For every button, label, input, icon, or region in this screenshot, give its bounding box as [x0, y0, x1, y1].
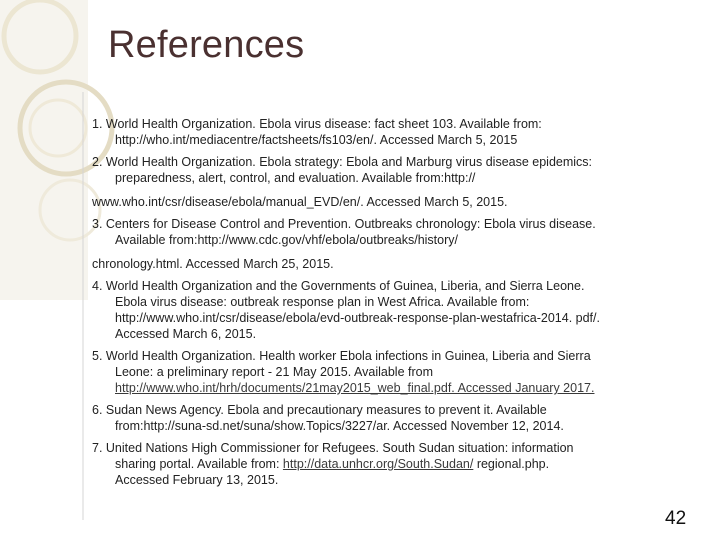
reference-line: Available from:http://www.cdc.gov/vhf/ebola/outbreaks/history/: [115, 233, 458, 247]
reference-line: 3. Centers for Disease Control and Prevention. Outbreaks chronology: Ebola virus disease.: [92, 217, 596, 231]
reference-line: Leone: a preliminary report - 21 May 2015. Available from: [115, 365, 433, 379]
reference-line: [92, 456, 672, 472]
reference-line: Ebola virus disease: outbreak response plan in West Africa. Available from:: [115, 295, 530, 309]
reference-text: sharing portal. Available from:: [115, 457, 283, 471]
reference-text: regional.php.: [473, 457, 550, 471]
reference-line: Accessed February 13, 2015.: [115, 473, 279, 487]
reference-item-5: [92, 348, 672, 396]
reference-line: http://www.who.int/csr/disease/ebola/evd-outbreak-response-plan-westafrica-2014. pdf/.: [115, 311, 600, 325]
reference-line: 5. World Health Organization. Health worker Ebola infections in Guinea, Liberia and Sierra: [92, 349, 591, 363]
reference-link[interactable]: http://www.who.int/hrh/documents/21may2015_web_final.pdf. Accessed January 2017.: [115, 381, 595, 395]
reference-item-2: [92, 154, 672, 210]
reference-line: http://who.int/mediacentre/factsheets/fs103/en/. Accessed March 5, 2015: [115, 133, 518, 147]
reference-item-6: [92, 402, 672, 434]
reference-item-1: [92, 116, 672, 148]
reference-item-7: [92, 440, 672, 488]
reference-line: www.who.int/csr/disease/ebola/manual_EVD/en/. Accessed March 5, 2015.: [92, 195, 508, 209]
reference-line: preparedness, alert, control, and evaluation. Available from:http://: [115, 171, 476, 185]
reference-link[interactable]: http://data.unhcr.org/South.Sudan/: [282, 457, 474, 471]
reference-line: 2. World Health Organization. Ebola strategy: Ebola and Marburg virus disease epidemics:: [92, 155, 593, 169]
page-number: 42: [665, 508, 687, 529]
reference-line: 4. World Health Organization and the Governments of Guinea, Liberia, and Sierra Leone.: [92, 279, 585, 293]
reference-line: 7. United Nations High Commissioner for Refugees. South Sudan situation: information: [92, 441, 574, 455]
reference-line: Accessed March 6, 2015.: [115, 327, 257, 341]
page-title: References: [108, 24, 305, 66]
reference-line: from:http://suna-sd.net/suna/show.Topics/3227/ar. Accessed November 12, 2014.: [115, 419, 564, 433]
reference-item-3: [92, 216, 672, 272]
reference-list: [92, 116, 672, 494]
reference-line: 6. Sudan News Agency. Ebola and precautionary measures to prevent it. Available: [92, 403, 547, 417]
reference-item-4: [92, 278, 672, 342]
reference-line: chronology.html. Accessed March 25, 2015.: [92, 257, 334, 271]
reference-line: 1. World Health Organization. Ebola virus disease: fact sheet 103. Available from:: [92, 117, 542, 131]
